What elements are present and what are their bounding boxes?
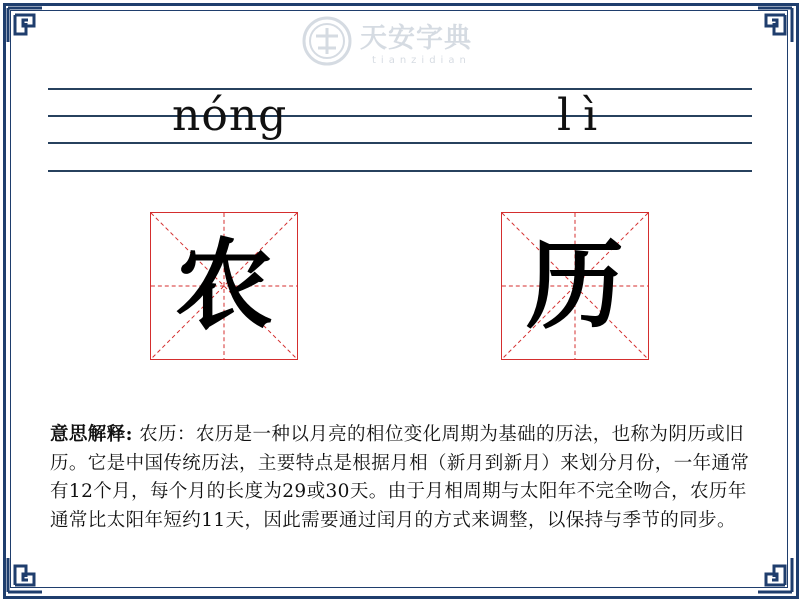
corner-ornament-icon (756, 556, 794, 594)
pinyin-lines (48, 88, 752, 174)
logo-subtitle: tianzidian (372, 55, 471, 66)
logo-seal-icon (302, 16, 352, 66)
explanation-text: 农历：农历是一种以月亮的相位变化周期为基础的历法，也称为阴历或旧历。它是中国传统历法，主要特点是根据月相（新月到新月）来划分月份，一年通常有12个月，每个月的长度为29或30天。由于月相周期与太阳年不完全吻合，农历年通常比太阳年短约11天，因此需要通过闰月的方式来调整，以保持与季节的同步。 (50, 424, 750, 531)
corner-ornament-icon (756, 6, 794, 44)
ruled-line (48, 170, 752, 172)
character-1: 农 (174, 228, 273, 343)
character-2: 历 (525, 228, 624, 343)
ruled-line (48, 142, 752, 144)
ruled-line (48, 115, 752, 117)
character-box-1 (150, 212, 298, 360)
ruled-line (48, 88, 752, 90)
corner-ornament-icon (6, 6, 44, 44)
explanation (50, 421, 754, 535)
logo-title: 天安字典 (360, 23, 472, 54)
corner-ornament-icon (6, 556, 44, 594)
pinyin-2: lì (557, 90, 610, 141)
explanation-label: 意思解释: (50, 424, 133, 445)
pinyin-1: nóng (172, 90, 288, 141)
watermark-logo (302, 14, 502, 72)
character-box-2 (501, 212, 649, 360)
